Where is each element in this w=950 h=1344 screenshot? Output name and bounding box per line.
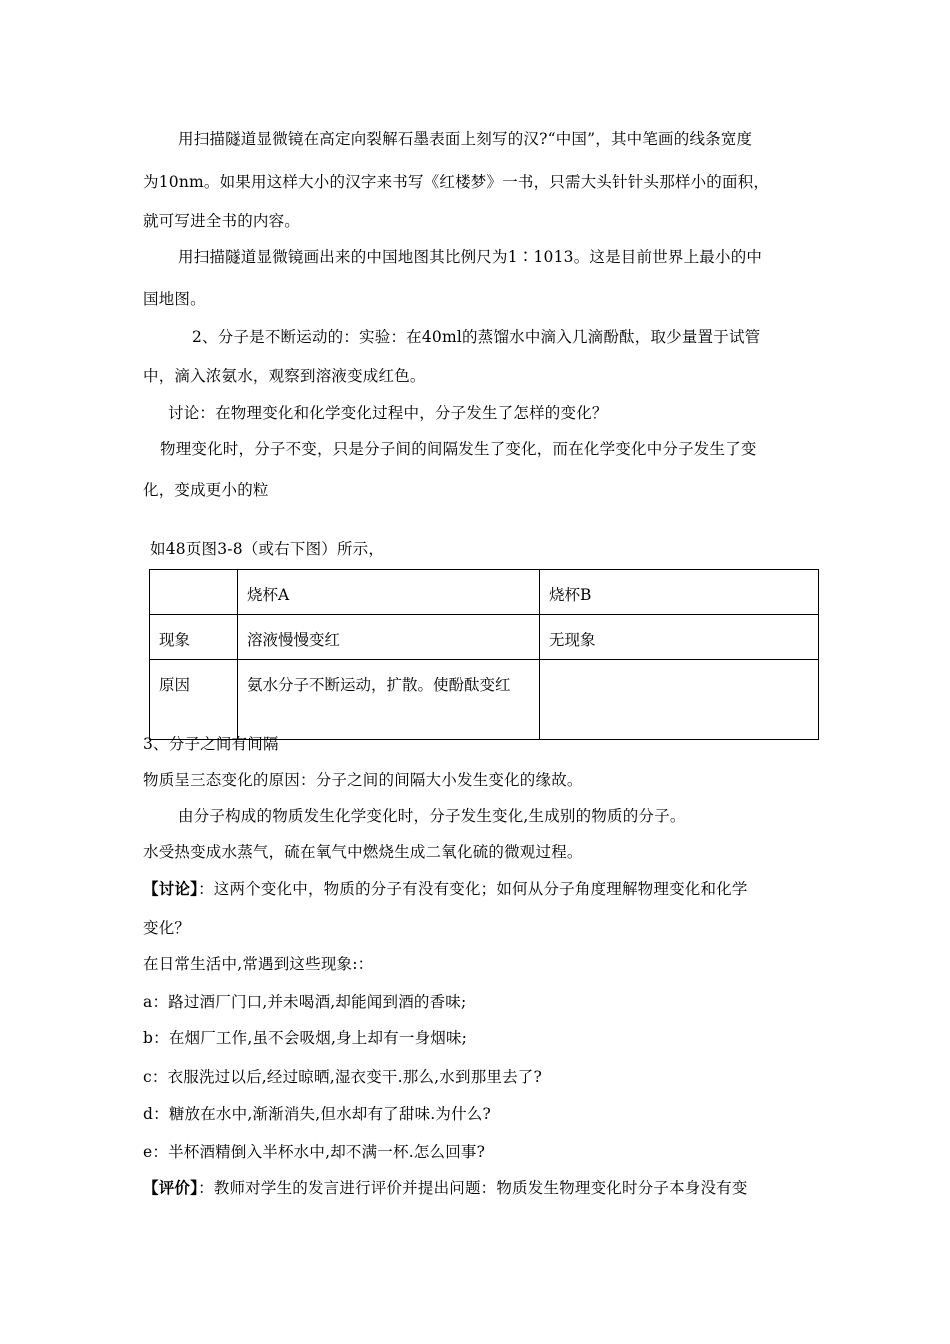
paragraph-line: 由分子构成的物质发生化学变化时，分子发生变化,生成别的物质的分子。 (178, 807, 686, 825)
list-item: c：衣服洗过以后,经过晾晒,湿衣变干.那么,水到那里去了? (143, 1068, 543, 1086)
table-cell: 溶液慢慢变红 (238, 615, 540, 660)
paragraph-line (143, 877, 748, 899)
list-item: e：半杯酒精倒入半杯水中,却不满一杯.怎么回事? (143, 1143, 486, 1161)
experiment-table (149, 569, 819, 740)
list-item: b：在烟厂工作,虽不会吸烟,身上却有一身烟味; (143, 1029, 468, 1047)
paragraph-line (143, 1176, 748, 1198)
paragraph-line: 变化？ (143, 919, 191, 937)
table-cell: 原因 (150, 660, 238, 740)
table-row (150, 615, 819, 660)
list-item: d：糖放在水中,渐渐消失,但水却有了甜味.为什么? (143, 1105, 492, 1123)
evaluation-text: ：教师对学生的发言进行评价并提出问题：物质发生物理变化时分子本身没有变 (198, 1179, 748, 1197)
table-cell: 现象 (150, 615, 238, 660)
table-cell (150, 570, 238, 615)
paragraph-line: 化，变成更小的粒 (143, 481, 269, 499)
discussion-text: ：这两个变化中，物质的分子有没有变化；如何从分子角度理解物理变化和化学 (198, 880, 748, 898)
table-cell (540, 660, 819, 740)
discussion-tag: 【讨论】 (143, 879, 199, 898)
list-item: a：路过酒厂门口,并未喝酒,却能闻到酒的香味; (143, 993, 467, 1011)
section-heading: 3、分子之间有间隔 (143, 735, 279, 753)
paragraph-line: 如48页图3-8（或右下图）所示， (150, 540, 385, 558)
paragraph-line: 用扫描隧道显微镜在高定向裂解石墨表面上刻写的汉?“中国”，其中笔画的线条宽度 (178, 130, 753, 148)
table-cell: 烧杯B (540, 570, 819, 615)
table-cell: 烧杯A (238, 570, 540, 615)
table-cell: 氨水分子不断运动，扩散。使酚酞变红 (238, 660, 540, 740)
paragraph-line: 2、分子是不断运动的：实验：在40ml的蒸馏水中滴入几滴酚酞，取少量置于试管 (192, 328, 761, 346)
paragraph-line: 讨论：在物理变化和化学变化过程中，分子发生了怎样的变化？ (168, 404, 608, 422)
paragraph-line: 水受热变成水蒸气，硫在氧气中燃烧生成二氧化硫的微观过程。 (143, 843, 583, 861)
paragraph-line: 物质呈三态变化的原因：分子之间的间隔大小发生变化的缘故。 (143, 771, 583, 789)
table-row (150, 570, 819, 615)
paragraph-line: 物理变化时，分子不变，只是分子间的间隔发生了变化，而在化学变化中分子发生了变 (160, 440, 757, 458)
paragraph-line: 就可写进全书的内容。 (143, 212, 301, 230)
paragraph-line: 中，滴入浓氨水，观察到溶液变成红色。 (143, 367, 426, 385)
table-row (150, 660, 819, 740)
table-cell: 无现象 (540, 615, 819, 660)
paragraph-line: 在日常生活中,常遇到这些现象:： (143, 955, 374, 973)
paragraph-line: 用扫描隧道显微镜画出来的中国地图其比例尺为1∶1013。这是目前世界上最小的中 (178, 248, 763, 266)
evaluation-tag: 【评价】 (143, 1178, 199, 1197)
paragraph-line: 为10nm。如果用这样大小的汉字来书写《红楼梦》一书，只需大头针针头那样小的面积， (143, 173, 770, 191)
paragraph-line: 国地图。 (143, 290, 206, 308)
